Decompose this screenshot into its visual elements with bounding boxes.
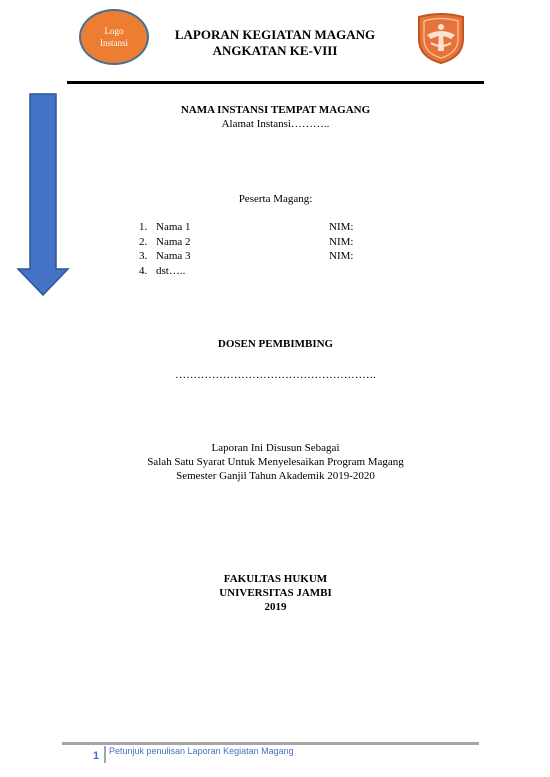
university-name: UNIVERSITAS JAMBI xyxy=(219,587,332,599)
peserta-nim: NIM: xyxy=(329,235,354,248)
peserta-name: Nama 2 xyxy=(156,235,191,248)
footer-separator xyxy=(104,746,106,763)
peserta-nim: NIM: xyxy=(329,250,354,262)
statement-line1: Laporan Ini Disusun Sebagai xyxy=(211,442,340,454)
peserta-name: Nama 1 xyxy=(156,221,191,233)
faculty-name: FAKULTAS HUKUM xyxy=(223,573,328,585)
list-number: 4. xyxy=(139,264,148,277)
dosen-heading: DOSEN PEMBIMBING xyxy=(217,338,334,350)
footer-text: Petunjuk penulisan Laporan Kegiatan Magang xyxy=(109,746,294,756)
footer-divider xyxy=(62,742,479,745)
report-title-line1: LAPORAN KEGIATAN MAGANG xyxy=(174,27,376,42)
logo-placeholder xyxy=(79,9,149,65)
list-number: 3. xyxy=(139,250,148,262)
list-item xyxy=(139,236,399,251)
statement-line3: Semester Ganjil Tahun Akademik 2019-2020 xyxy=(176,470,375,482)
peserta-nim: NIM: xyxy=(329,221,354,233)
statement-line2: Salah Satu Syarat Untuk Menyelesaikan Program Magang xyxy=(147,456,404,468)
list-number: 1. xyxy=(139,221,148,233)
list-item xyxy=(139,265,399,280)
peserta-name: dst….. xyxy=(156,264,186,277)
peserta-name: Nama 3 xyxy=(156,250,191,262)
header-divider xyxy=(67,81,484,84)
instansi-name: NAMA INSTANSI TEMPAT MAGANG xyxy=(180,104,371,116)
down-arrow-icon xyxy=(16,93,70,296)
instansi-address: Alamat Instansi……….. xyxy=(221,118,330,130)
year: 2019 xyxy=(264,601,287,613)
list-number: 2. xyxy=(139,235,148,248)
list-item xyxy=(139,250,399,265)
report-title-line2: ANGKATAN KE-VIII xyxy=(212,43,338,58)
logo-label: Logo Instansi xyxy=(100,26,128,48)
university-emblem-icon xyxy=(413,13,469,65)
list-item xyxy=(139,221,399,236)
report-title xyxy=(160,27,390,59)
peserta-list xyxy=(139,221,399,279)
dosen-name-placeholder: ………………………………………………. xyxy=(175,369,376,381)
page-number: 1 xyxy=(93,750,100,762)
peserta-heading: Peserta Magang: xyxy=(238,193,313,205)
